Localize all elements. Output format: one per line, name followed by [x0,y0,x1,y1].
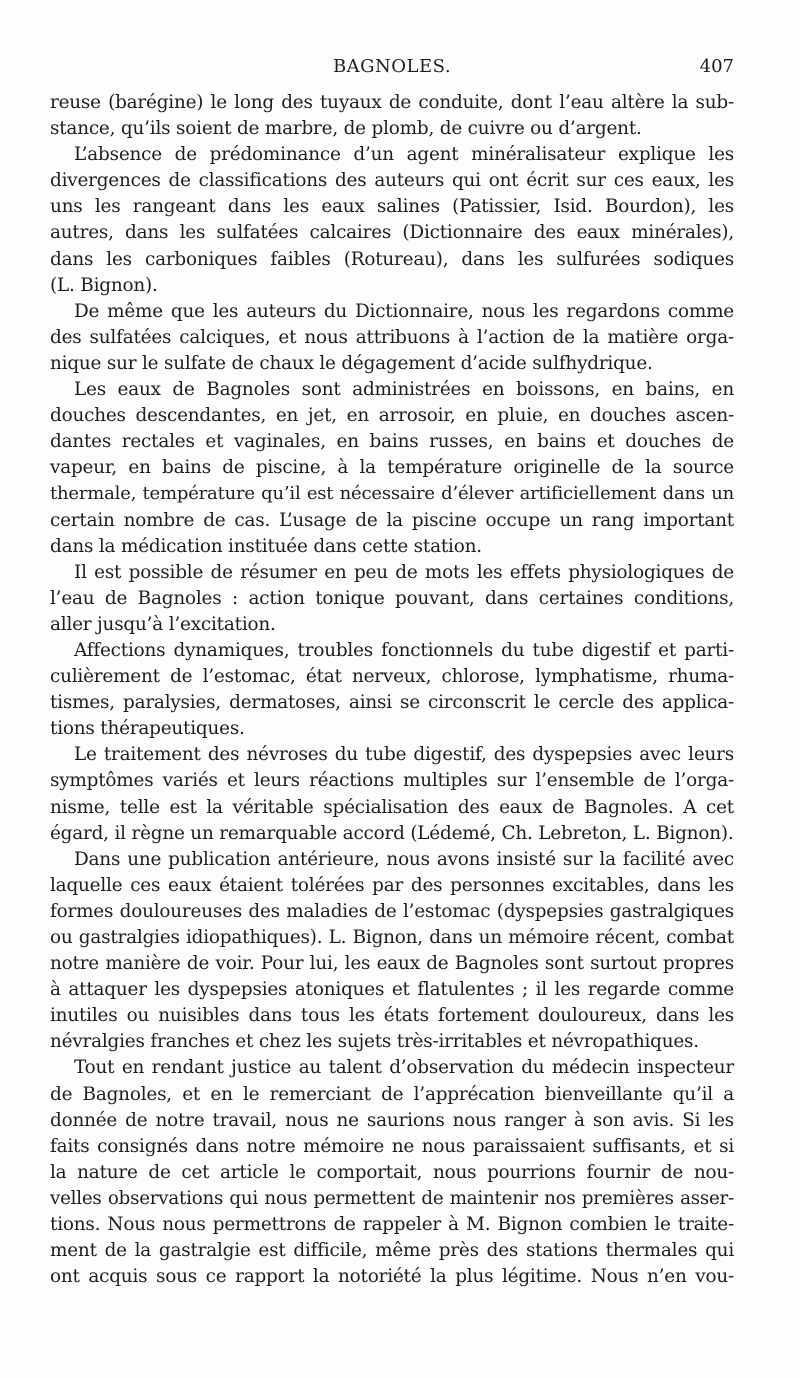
text-line: des sulfatées calciques, et nous attribuons à l’action de la matière orga- [50,326,734,348]
text-line: ment de la gastralgie est difficile, même près des stations thermales qui [50,1240,734,1262]
text-line: certain nombre de cas. L’usage de la piscine occupe un rang important [50,509,734,531]
text-line: Affections dynamiques, troubles fonctionnels du tube digestif et parti- [74,639,734,661]
body-text [50,90,734,1290]
text-line: reuse (barégine) le long des tuyaux de conduite, dont l’eau altère la sub- [50,92,734,113]
text-line: thermale, température qu’il est nécessaire d’élever artificiellement dans un [50,483,734,505]
text-line: tions thérapeutiques. [50,718,245,740]
running-title: BAGNOLES. [332,56,452,77]
text-line: dans les carboniques faibles (Rotureau), dans les sulfurées sodiques [50,248,734,270]
text-line: inutiles ou nuisibles dans tous les états fortement douloureux, dans les [50,1005,734,1027]
text-line: laquelle ces eaux étaient tolérées par des personnes excitables, dans les [50,874,734,896]
text-line: symptômes variés et leurs réactions multiples sur l’ensemble de l’orga- [50,770,734,792]
text-line: Dans une publication antérieure, nous avons insisté sur la facilité avec [74,848,734,870]
text-line: ou gastralgies idiopathiques). L. Bignon, dans un mémoire récent, combat [50,927,734,948]
text-line: aller jusqu’à l’excitation. [50,613,276,635]
text-line: notre manière de voir. Pour lui, les eaux de Bagnoles sont surtout propres [50,953,734,975]
text-line: autres, dans les sulfatées calcaires (Dictionnaire des eaux minérales), [50,222,734,244]
text-line: faits consignés dans notre mémoire ne nous paraissaient suffisants, et si [50,1135,734,1157]
text-line: (L. Bignon). [50,274,158,296]
text-line: divergences de classifications des auteurs qui ont écrit sur ces eaux, les [50,170,734,192]
text-line: tions. Nous nous permettrons de rappeler à M. Bignon combien le traite- [50,1214,734,1236]
text-line: Le traitement des névroses du tube digestif, des dyspepsies avec leurs [74,744,734,766]
text-line: égard, il règne un remarquable accord (Lédemé, Ch. Lebreton, L. Bignon). [50,822,734,844]
text-line: douches descendantes, en jet, en arrosoir, en pluie, en douches ascen- [50,405,734,427]
text-line: De même que les auteurs du Dictionnaire, nous les regardons comme [74,300,734,322]
text-line: névralgies franches et chez les sujets très-irritables et névropathiques. [50,1031,699,1053]
text-line: à attaquer les dyspepsies atoniques et flatulentes ; il les regarde comme [50,979,734,1001]
text-line: nisme, telle est la véritable spécialisation des eaux de Bagnoles. A cet [50,796,734,818]
text-line: velles observations qui nous permettent de maintenir nos premières asser- [50,1187,734,1209]
text-line: la nature de cet article le comportait, nous pourrions fournir de nou- [50,1161,734,1183]
text-line: Tout en rendant justice au talent d’observation du médecin inspecteur [74,1057,734,1079]
text-line: vapeur, en bains de piscine, à la température originelle de la source [50,457,734,479]
text-line: donnée de notre travail, nous ne saurions nous ranger à son avis. Si les [50,1109,734,1131]
text-line: l’eau de Bagnoles : action tonique pouvant, dans certaines conditions, [50,587,734,609]
text-line: uns les rangeant dans les eaux salines (Patissier, Isid. Bourdon), les [50,196,734,218]
text-line: Les eaux de Bagnoles sont administrées en boissons, en bains, en [74,379,734,401]
text-line: formes douloureuses des maladies de l’estomac (dyspepsies gastralgiques [50,900,734,922]
text-line: stance, qu’ils soient de marbre, de plomb, de cuivre ou d’argent. [50,118,642,140]
text-line: dans la médication instituée dans cette station. [50,535,482,557]
text-line: nique sur le sulfate de chaux le dégagement d’acide sulfhydrique. [50,352,653,374]
text-line: Il est possible de résumer en peu de mots les effets physiologiques de [74,561,734,583]
running-header [50,56,734,86]
text-line: tismes, paralysies, dermatoses, ainsi se circonscrit le cercle des applica- [50,692,734,714]
text-line: ont acquis sous ce rapport la notoriété la plus légitime. Nous n’en vou- [50,1266,734,1288]
text-line: L’absence de prédominance d’un agent minéralisateur explique les [74,144,734,166]
text-line: dantes rectales et vaginales, en bains russes, en bains et douches de [50,431,734,453]
page-number: 407 [699,56,734,77]
text-line: culièrement de l’estomac, état nerveux, chlorose, lymphatisme, rhuma- [50,666,734,688]
text-line: de Bagnoles, et en le remerciant de l’apprécation bienveillante qu’il a [50,1083,734,1105]
